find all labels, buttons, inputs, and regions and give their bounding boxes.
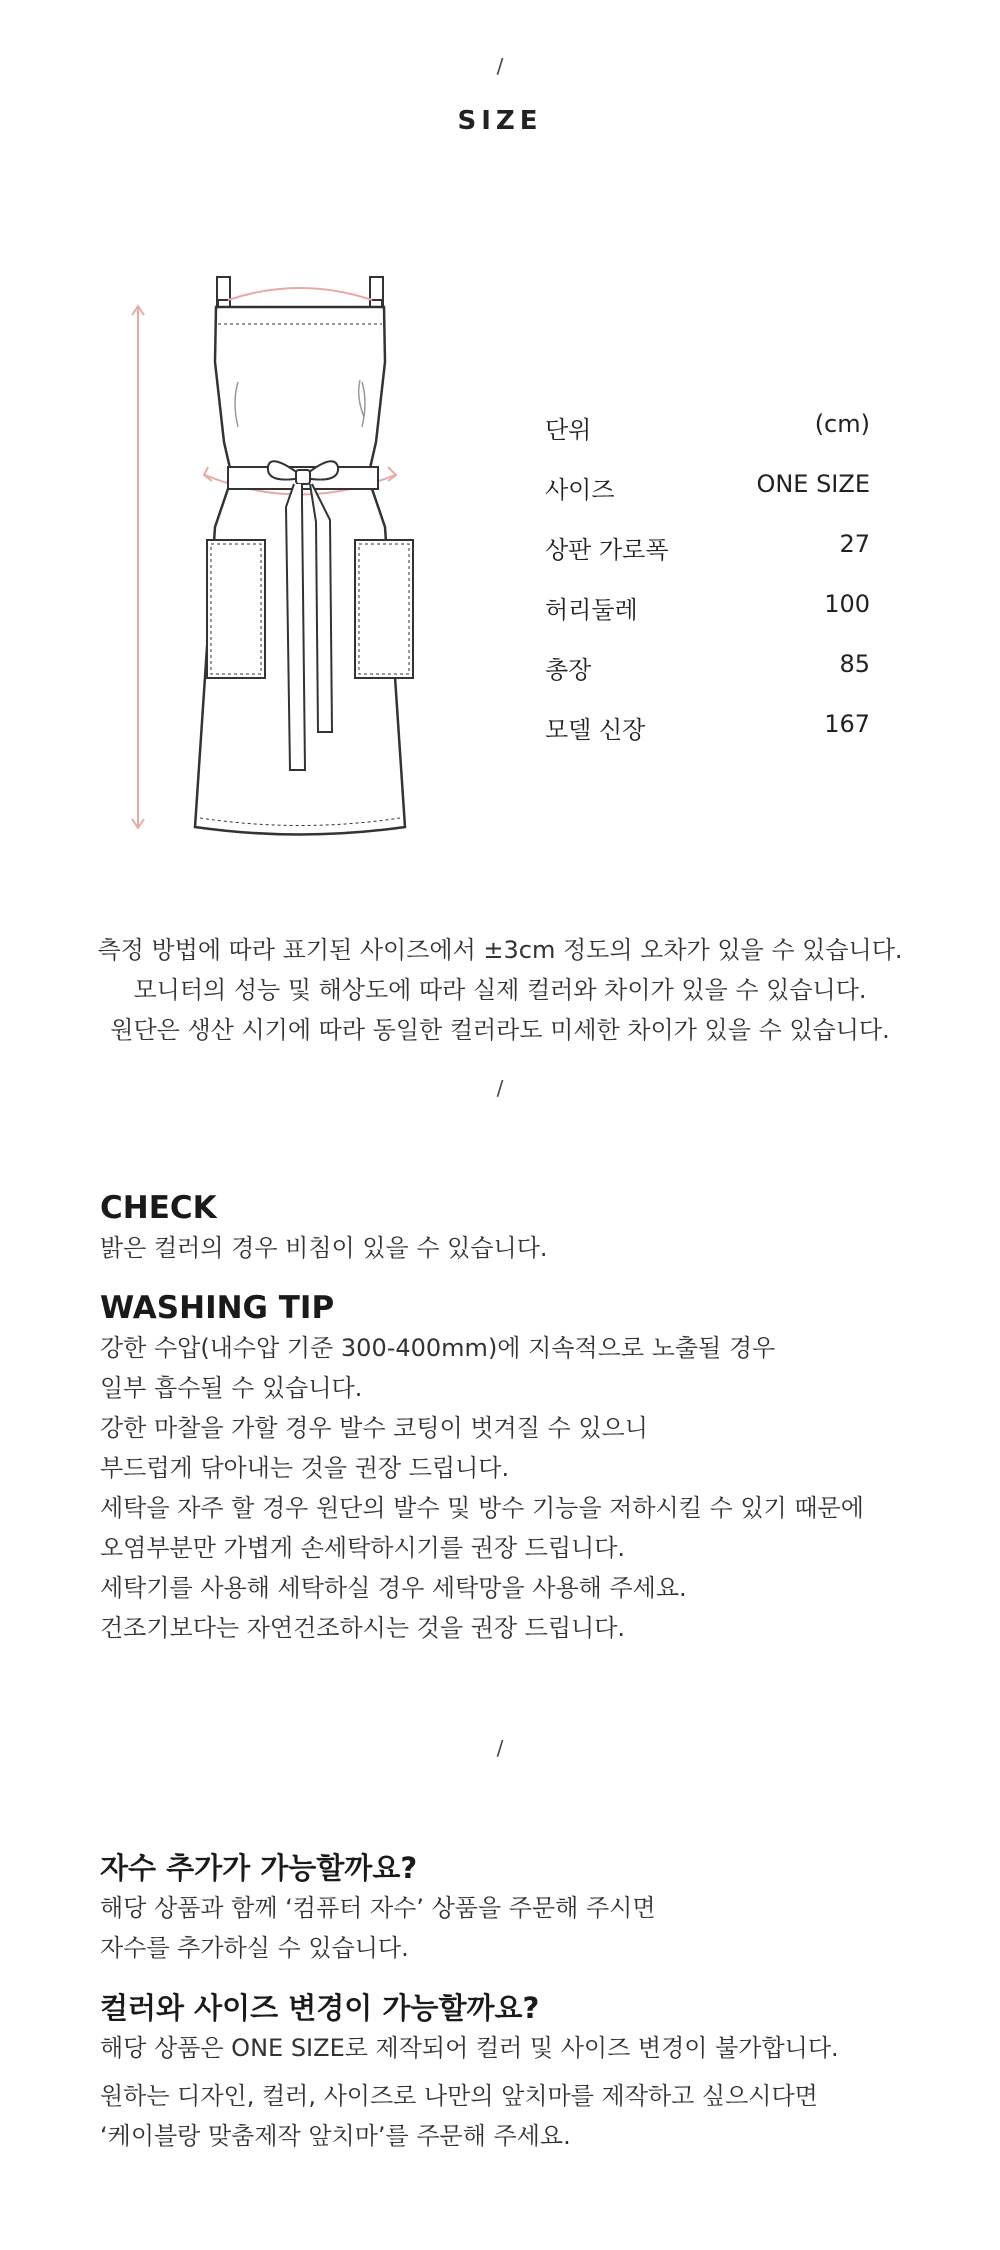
spec-row-unit [545,410,870,470]
section-divider: / [496,1736,504,1760]
washing-line: 건조기보다는 자연건조하시는 것을 권장 드립니다. [100,1614,626,1642]
section-divider: / [496,1076,504,1100]
spec-row-bib-width [545,530,870,590]
spec-label: 총장 [545,656,592,684]
size-spec-table [545,410,870,770]
check-section [100,1188,960,1268]
notice-line: 모니터의 성능 및 해상도에 따라 실제 컬러와 차이가 있을 수 있습니다. [133,976,867,1004]
faq-answer-line: 자수를 추가하실 수 있습니다. [100,1934,409,1962]
apron-illustration [120,262,440,842]
spec-row-waist [545,590,870,650]
washing-line: 오염부분만 가볍게 손세탁하시기를 권장 드립니다. [100,1534,626,1562]
section-divider: / [496,54,504,78]
spec-value: 85 [839,650,870,678]
spec-row-model-height [545,710,870,770]
washing-line: 강한 수압(내수압 기준 300-400mm)에 지속적으로 노출될 경우 [100,1334,776,1362]
faq-question: 자수 추가가 가능할까요? [100,1851,418,1885]
check-line: 밝은 컬러의 경우 비침이 있을 수 있습니다. [100,1234,548,1262]
spec-label: 단위 [545,416,592,444]
notice-line: 원단은 생산 시기에 따라 동일한 컬러라도 미세한 차이가 있을 수 있습니다. [110,1016,890,1044]
faq-answer-line: 해당 상품은 ONE SIZE로 제작되어 컬러 및 사이즈 변경이 불가합니다. [100,2034,839,2062]
notice-line: 측정 방법에 따라 표기된 사이즈에서 ±3cm 정도의 오차가 있을 수 있습니다. [97,936,903,964]
washing-line: 세탁기를 사용해 세탁하실 경우 세탁망을 사용해 주세요. [100,1574,687,1602]
washing-line: 세탁을 자주 할 경우 원단의 발수 및 방수 기능을 저하시킬 수 있기 때문에 [100,1494,864,1522]
washing-section [100,1288,960,1648]
size-notice [0,930,1000,1050]
faq-item [100,1988,960,2156]
washing-line: 일부 흡수될 수 있습니다. [100,1374,363,1402]
faq-extra-line: ‘케이블랑 맞춤제작 앞치마’를 주문해 주세요. [100,2122,571,2150]
washing-line: 부드럽게 닦아내는 것을 권장 드립니다. [100,1454,510,1482]
bib-width-measure [228,288,372,300]
spec-label: 상판 가로폭 [545,536,669,564]
faq-item [100,1848,960,1968]
spec-value: (cm) [814,410,870,438]
washing-line: 강한 마찰을 가할 경우 발수 코팅이 벗겨질 수 있으니 [100,1414,648,1442]
spec-label: 모델 신장 [545,716,646,744]
spec-value: 27 [839,530,870,558]
spec-row-size [545,470,870,530]
spec-label: 허리둘레 [545,596,638,624]
length-measure-line [132,306,144,828]
spec-row-length [545,650,870,710]
faq-extra-line: 원하는 디자인, 컬러, 사이즈로 나만의 앞치마를 제작하고 싶으시다면 [100,2082,818,2110]
faq-answer-line: 해당 상품과 함께 ‘컴퓨터 자수’ 상품을 주문해 주시면 [100,1894,656,1922]
check-title: CHECK [100,1190,217,1226]
spec-value: 167 [824,710,870,738]
washing-title: WASHING TIP [100,1290,335,1326]
spec-value: 100 [824,590,870,618]
spec-label: 사이즈 [545,476,615,504]
spec-value: ONE SIZE [756,470,870,498]
size-title: SIZE [457,106,543,136]
faq-question: 컬러와 사이즈 변경이 가능할까요? [100,1991,540,2025]
